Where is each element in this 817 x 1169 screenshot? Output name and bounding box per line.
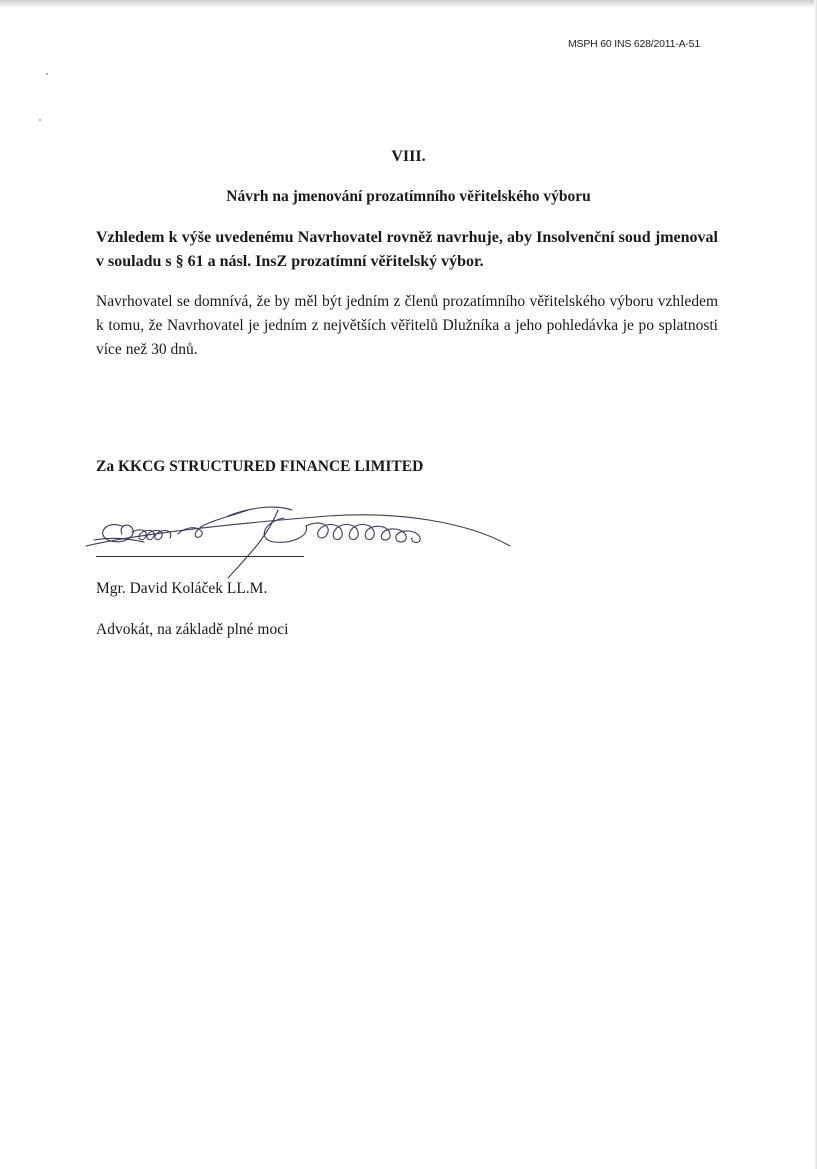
signature-line: [96, 556, 304, 557]
handwritten-signature: [78, 496, 518, 586]
section-numeral: VIII.: [391, 148, 426, 165]
signatory-role: Advokát, na základě plné moci: [96, 621, 289, 638]
proposal-paragraph: Vzhledem k výše uvedenému Navrhovatel rovněž navrhuje, aby Insolvenční soud jmenoval v souladu s § 61 a násl. InsZ prozatímní věřitelský výbor.: [96, 229, 718, 270]
signatory-name: Mgr. David Koláček LL.M.: [96, 580, 268, 597]
justification-paragraph: Navrhovatel se domnívá, že by měl být jedním z členů prozatímního věřitelského výboru vzhledem k tomu, že Navrhovatel je jedním z největších věřitelů Dlužníka a jeho pohledávka je po splatnosti více než 30 dnů.: [96, 293, 718, 358]
company-name: Za KKCG STRUCTURED FINANCE LIMITED: [96, 458, 424, 475]
scan-edge-top: [0, 0, 817, 8]
scan-speck: [46, 73, 48, 75]
scan-speck: [39, 119, 41, 121]
document-reference: MSPH 60 INS 628/2011-A-51: [568, 38, 700, 50]
section-title: Návrh na jmenování prozatímního věřitelského výboru: [226, 188, 591, 205]
